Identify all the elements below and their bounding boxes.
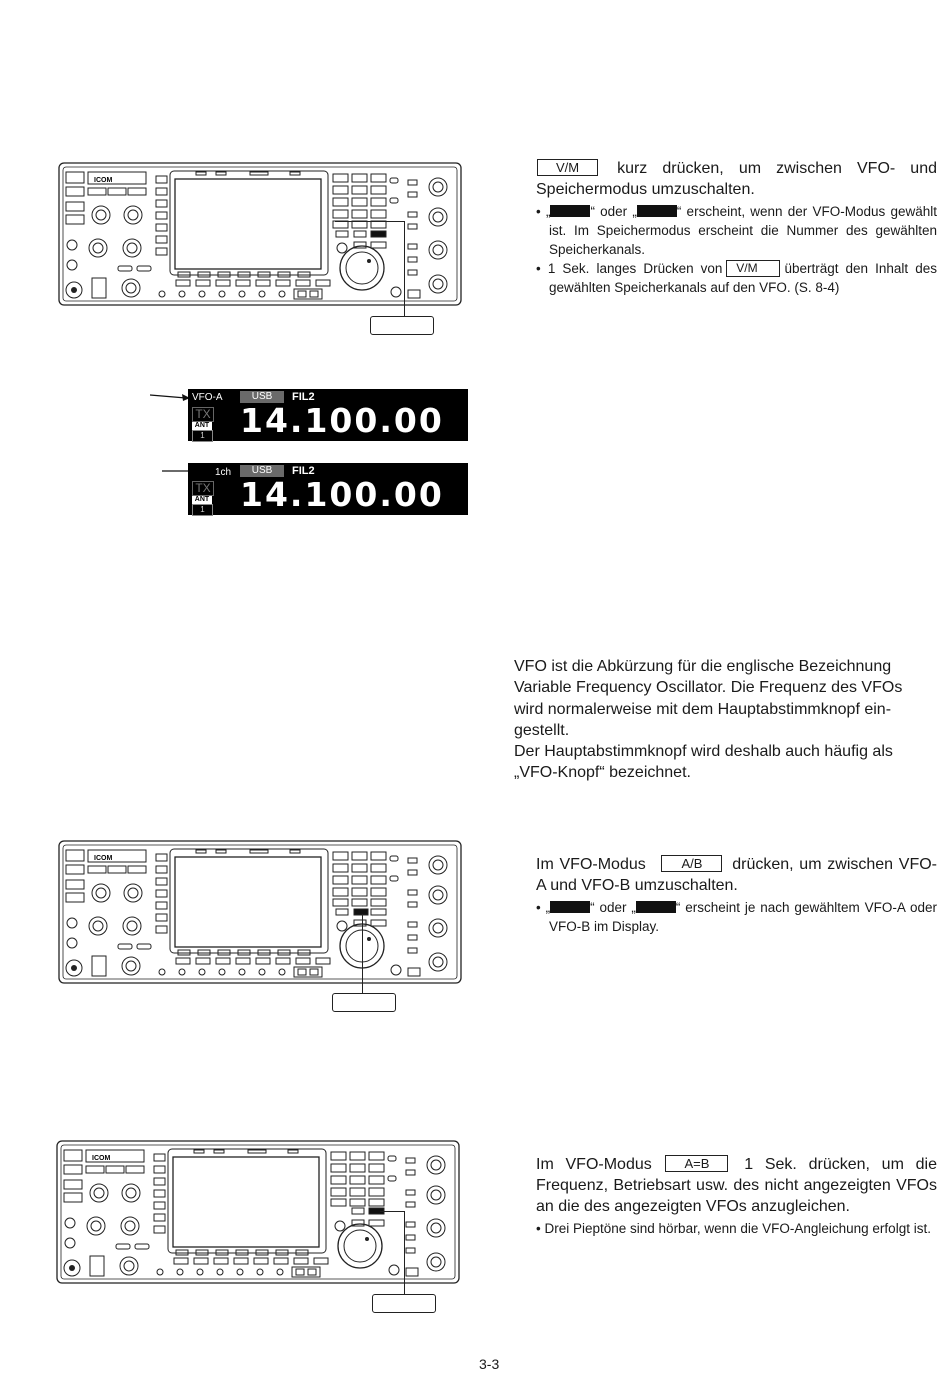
a-equals-b-key: A=B (665, 1155, 728, 1172)
callout-leader-vm-vertical (404, 221, 405, 317)
vm-key-small: V/M (726, 260, 780, 277)
callout-leader-vm (335, 221, 405, 222)
vfo-paragraph-line: wird normalerweise mit dem Hauptabstimmknopf ein- (514, 700, 892, 718)
frequency-readout: 14.100.00 (240, 401, 444, 440)
vfo-explanation-paragraph (514, 656, 938, 784)
section2-text-block (536, 854, 937, 936)
section1-instruction-text: kurz drücken, um zwischen VFO- und Speichermodus umzuschalten. (536, 160, 937, 198)
bullet-rest: “ erscheint, wenn der VFO-Modus gewählt ist. Im Speichermodus erscheint die Nummer des gewählten Speicherkanals. (549, 204, 937, 257)
section3-text-block (536, 1154, 937, 1238)
tx-indicator: TX (192, 407, 214, 422)
vfo-b-indicator-placeholder (636, 901, 676, 913)
ant-number: 1 (192, 430, 213, 442)
bullet2-before: 1 Sek. langes Drücken von (547, 261, 723, 276)
vfo-paragraph-line: VFO ist die Abkürzung für die englische Bezeichnung (514, 658, 892, 675)
vfo-mode-label: VFO-A (192, 392, 223, 403)
ant-label: ANT (192, 422, 212, 430)
callout-box-ab (332, 993, 396, 1012)
section3-after: 1 Sek. drücken, um die Frequenz, Betriebsart usw. des nicht angezeigten VFOs an die des angezeigten VFOs anzugleichen. (536, 1156, 937, 1215)
brand-logo: ICOM (94, 177, 113, 184)
pointer-arrow-vfo (150, 390, 192, 404)
vfo-paragraph-line: „VFO-Knopf“ bezeichnet. (514, 764, 691, 782)
frequency-readout: 14.100.00 (240, 475, 444, 514)
section2-after: drücken, um zwischen VFO-A und VFO-B umzuschalten. (536, 856, 938, 894)
section3-bullet1: • Drei Pieptöne sind hörbar, wenn die VFO-Angleichung erfolgt ist. (536, 1221, 931, 1236)
page-number: 3-3 (479, 1356, 500, 1372)
section3-instruction (536, 1154, 937, 1217)
ant-number: 1 (192, 504, 213, 516)
section1-bullet2: • 1 Sek. langes Drücken von V/M überträgt den Inhalt des gewählten Speicherkanals auf den VFO. (S. 8-4) (536, 261, 937, 295)
vfo-b-indicator-placeholder (637, 205, 677, 217)
section1-instruction (536, 158, 937, 200)
callout-leader-a-equals-b (380, 1211, 405, 1212)
mode-usb-badge: USB (240, 465, 284, 477)
bullet-mid: “ oder „ (590, 900, 636, 915)
vfo-a-indicator-placeholder (550, 205, 590, 217)
section2-bullet1: • „ “ oder „ “ erscheint je nach gewähltem VFO-A oder VFO-B im Display. (536, 900, 937, 934)
display-memory-mode (188, 463, 468, 515)
mode-usb-badge: USB (240, 391, 284, 403)
section3-bullet-text: Drei Pieptöne sind hörbar, wenn die VFO-Angleichung erfolgt ist. (544, 1221, 931, 1236)
section1-text-block (536, 158, 937, 297)
tx-indicator: TX (192, 481, 214, 496)
bullet2-after: überträgt den Inhalt des gewählten Speicherkanals auf den VFO. (S. 8-4) (549, 261, 937, 295)
bullet-quote: „ (545, 204, 551, 219)
section2-before: Im VFO-Modus (536, 856, 646, 873)
vfo-a-indicator-placeholder (550, 901, 590, 913)
filter-label: FIL2 (292, 465, 315, 477)
callout-box-vm (370, 316, 434, 335)
vfo-paragraph-line: gestellt. (514, 721, 570, 739)
bullet-quote: „ (545, 900, 551, 915)
ant-label: ANT (192, 496, 212, 504)
callout-leader-a-equals-b-vertical (404, 1211, 405, 1295)
vfo-paragraph-line: Variable Frequency Oscillator. Die Frequenz des VFOs (514, 679, 903, 697)
vm-key: V/M (537, 159, 598, 176)
memory-channel-label: 1ch (215, 467, 232, 478)
ab-key: A/B (661, 855, 722, 872)
section2-instruction (536, 854, 937, 896)
radio-front-panel-illustration (58, 840, 462, 984)
callout-box-a-equals-b (372, 1294, 436, 1313)
callout-leader-ab (362, 914, 363, 994)
svg-text:ICOM: ICOM (94, 855, 113, 862)
svg-text:ICOM: ICOM (92, 1155, 111, 1162)
vfo-paragraph-line: Der Hauptabstimmknopf wird deshalb auch häufig als (514, 743, 893, 761)
section3-before: Im VFO-Modus (536, 1156, 652, 1173)
filter-label: FIL2 (292, 391, 315, 403)
radio-front-panel-illustration (58, 162, 462, 306)
bullet-rest: “ erscheint je nach gewähltem VFO-A oder VFO-B im Display. (549, 900, 937, 934)
section1-bullet1: • „ “ oder „ “ erscheint, wenn der VFO-Modus gewählt ist. Im Speichermodus erscheint die Nummer des gewählten Speicherkanals. (536, 204, 937, 257)
bullet-mid: “ oder „ (590, 204, 637, 219)
display-vfo-mode (188, 389, 468, 441)
